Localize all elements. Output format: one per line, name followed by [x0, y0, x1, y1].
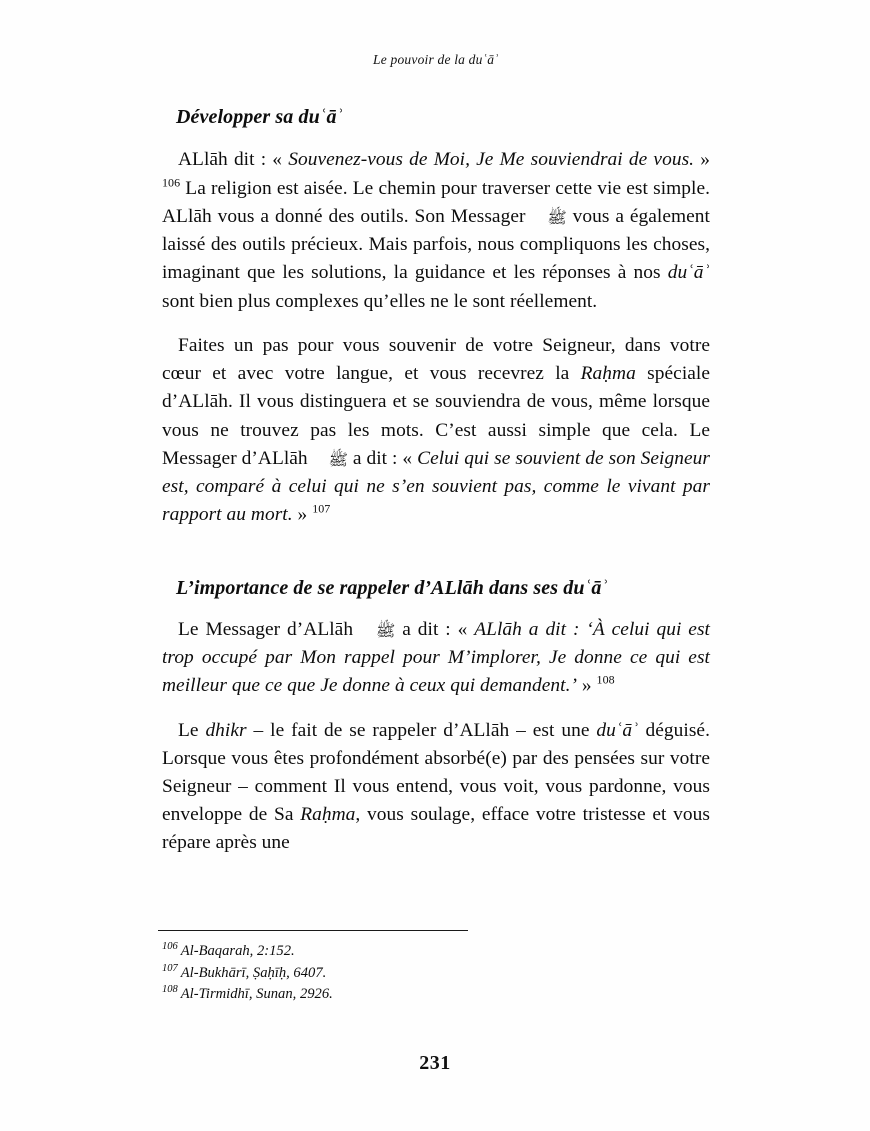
footnote-ref-107[interactable]: 107: [312, 501, 331, 516]
footnote-106: [158, 941, 718, 963]
par2-quote: Celui qui se souvient de son Seigneur est, comparé à celui qui ne s’en souvient pas, comme le vivant par rapport au mort.: [162, 447, 710, 526]
par1-tail-a: La religion est aisée. Le chemin pour traverser cette vie est simple. ALlāh vous a donné des outils. Son Messager: [162, 177, 710, 227]
par1-tail-b: vous a également laissé des outils précieux. Mais parfois, nous compliquons les choses, imaginant que les solutions, la guidance et les réponses à nos: [162, 205, 710, 284]
par4-emphasis-dhikr: dhikr: [205, 719, 247, 741]
sallallahu-alayhi-wasallam-icon: ﷺ: [328, 449, 348, 469]
par2-tail-a: spéciale d’ALlāh. Il vous distinguera et se souviendra de vous, même lorsque vous ne trouvez pas les mots. C’est aussi simple que cela. Le Messager d’ALlāh: [162, 363, 711, 469]
paragraph-4: [162, 717, 710, 858]
footnote-text: Al-Bukhārī, Ṣaḥīḥ, 6407.: [180, 964, 327, 981]
par2-tail-b: a dit : «: [347, 447, 418, 469]
sallallahu-alayhi-wasallam-icon: ﷺ: [375, 620, 396, 640]
par4-lead: Le: [178, 719, 206, 741]
footnote-number: 108: [162, 984, 178, 996]
paragraph-2: [162, 332, 710, 530]
footnote-107: [158, 963, 718, 985]
footnote-number: 107: [162, 962, 178, 974]
text-column: [162, 104, 710, 858]
par1-emphasis-dua: duʿāʾ: [667, 262, 710, 284]
footnote-text: Al-Tirmidhī, Sunan, 2926.: [180, 986, 333, 1003]
section-heading-importance: L’importance de se rappeler d’ALlāh dans ses duʿāʾ: [176, 577, 609, 600]
par1-quote: Souvenez-vous de Moi, Je Me souviendrai de vous.: [288, 149, 695, 171]
footnote-ref-106[interactable]: 106: [162, 175, 181, 190]
page-number: 231: [419, 1052, 451, 1074]
par2-close: »: [292, 504, 313, 526]
par3-tail-a: a dit : «: [395, 618, 475, 640]
par3-lead: Le Messager d’ALlāh: [178, 618, 360, 640]
par2-emphasis-rahma: Raḥma: [580, 363, 636, 385]
par4-emphasis-dua: duʿāʾ: [596, 719, 639, 741]
par4-emphasis-rahma: Raḥma: [300, 804, 356, 826]
footnote-separator-rule: [158, 930, 468, 931]
par4-tail-a: – le fait de se rappeler d’ALlāh – est une: [246, 719, 597, 741]
running-header: Le pouvoir de la duʿāʾ: [373, 52, 499, 67]
footnote-108: [158, 984, 718, 1006]
footnote-text: Al-Baqarah, 2:152.: [180, 943, 295, 959]
par1-close: »: [694, 149, 710, 171]
par3-quote: ALlāh a dit : ‘À celui qui est trop occupé par Mon rappel pour M’implorer, Je donne ce qui est meilleur que ce que Je donne à ceux qui demandent.’: [162, 618, 710, 697]
par2-lead: Faites un pas pour vous souvenir de votre Seigneur, dans votre cœur et avec votre langue, et vous recevrez la: [162, 334, 710, 385]
sallallahu-alayhi-wasallam-icon: ﷺ: [547, 207, 567, 227]
footnote-number: 106: [162, 941, 178, 953]
par1-tail-c: sont bien plus complexes qu’elles ne le sont réellement.: [162, 290, 598, 312]
par4-tail-c: , vous soulage, efface votre tristesse et vous répare après une: [162, 804, 710, 854]
paragraph-3: [162, 616, 710, 701]
section-spacer: [162, 545, 710, 575]
footnotes-block: [158, 930, 718, 1006]
paragraph-1: [162, 146, 710, 315]
par4-tail-b: déguisé. Lorsque vous êtes profondément absorbé(e) par des pensées sur votre Seigneur – comment Il vous entend, vous voit, vous pardonne, vous enveloppe de Sa: [162, 719, 710, 826]
footnote-ref-108[interactable]: 108: [596, 672, 615, 687]
par3-close: »: [576, 675, 597, 697]
par1-lead: ALlāh dit : «: [178, 149, 289, 171]
section-heading-developper: Développer sa duʿāʾ: [176, 106, 344, 128]
